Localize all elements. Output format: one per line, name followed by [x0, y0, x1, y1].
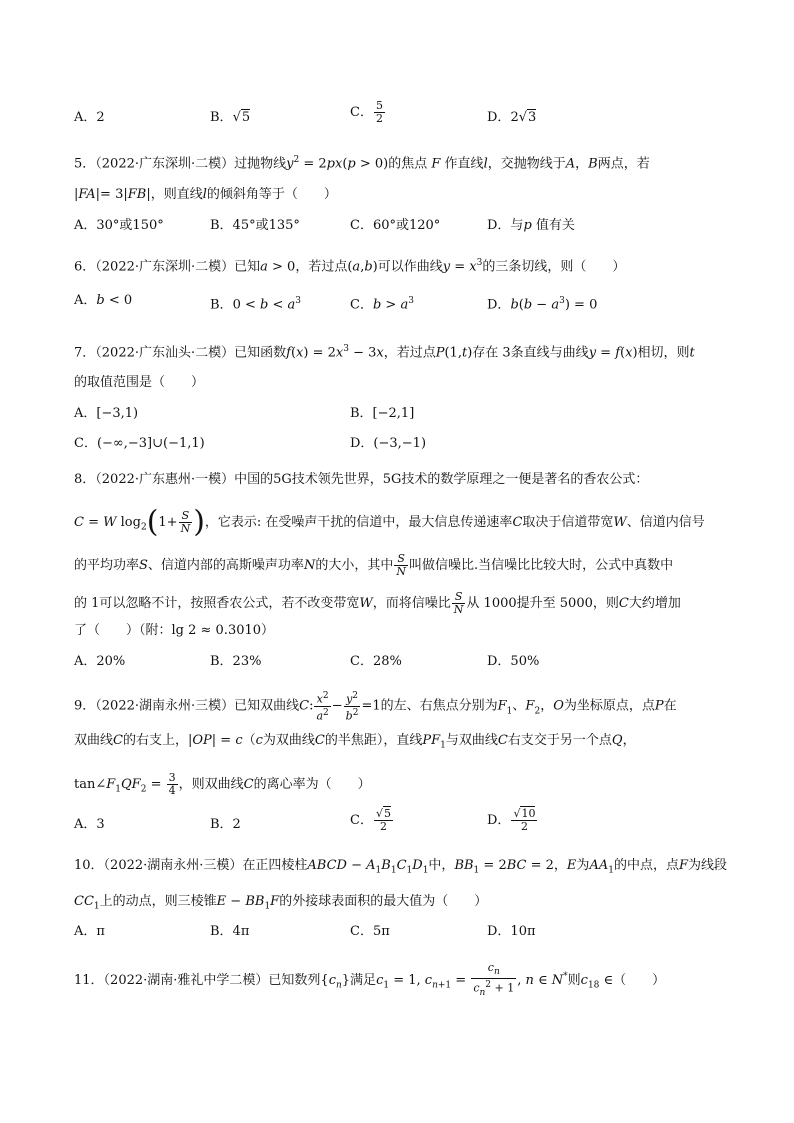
q8-stem-line5: 了（ ）（附：lg 2 ≈ 0.3010） — [74, 623, 275, 638]
q10-head: 10．（2022·湖南永州·三模）在正四棱柱 — [74, 858, 308, 873]
q9-option-d-label: D． — [487, 813, 511, 828]
q10-line2a: 上的动点，则三棱锥 — [99, 894, 217, 909]
q9-option-a: A．3 — [74, 817, 105, 832]
q7-mid: ，若过点 — [383, 345, 436, 361]
q8-stem-line2: C = W $\log_2(1+$ $\frac{S}{N}$ )，它表示: 在受噪声干扰的信道中，最大信息传递速率C取决于信道带宽W、信道内信号 — [74, 504, 705, 540]
q9-line2a: 双曲线 — [74, 733, 114, 748]
q10-option-b: B．4π — [210, 924, 250, 939]
q9-head: 9．（2022·湖南永州·三模）已知双曲线 — [74, 698, 300, 714]
q8-option-c: C．28% — [350, 654, 402, 669]
q9-stem-line1: 9．（2022·湖南永州·三模）已知双曲线C: $\frac{x^2}{a^2}$ − $\frac{y^2}{b^2}$ =1的左、右焦点分别为$F_1$、$F_2$，O为坐标原点，点P在 — [74, 691, 677, 723]
q9-option-b: B．2 — [210, 817, 241, 832]
q5-line2-end2: 的倾斜角等于（ ） — [206, 187, 337, 202]
q8-line3c: 的大小，其中 — [315, 558, 394, 573]
q4-option-c-label: C． — [350, 105, 373, 120]
q10-mid4: 的中点，点 — [613, 858, 679, 873]
q9-line2d: 为双曲线 — [262, 733, 315, 748]
q8-line4b: ，而将信噪比 — [372, 596, 451, 611]
q8-line2-tail2: 取决于信道带宽 — [522, 515, 614, 530]
q10-tail: 为线段 — [688, 858, 728, 873]
q6-option-b-label: B． — [210, 297, 233, 313]
q9-mid: 的左、右焦点分别为 — [380, 698, 498, 714]
q6-option-c: C．$b > a^3$ — [350, 296, 414, 313]
q4-option-d-label: D． — [487, 110, 511, 125]
q10-mid: 中， — [428, 858, 455, 873]
q5-line2-end: ，则直线 — [150, 187, 203, 202]
q10-stem-line2: $CC_1$上的动点，则三棱锥$E - BB_1F$的外接球表面积的最大值为（ ） — [74, 894, 488, 912]
q9-line3a: ，则双曲线 — [178, 777, 244, 792]
q4-option-b: B．√5 — [210, 110, 251, 125]
q9-option-d: D． $\frac{√10}{2}$ — [487, 807, 536, 833]
q10-mid2: ， — [553, 858, 567, 873]
q7-option-c: C．(−∞,−3]∪(−1,1) — [74, 436, 205, 451]
q7-stem-line2: 的取值范围是（ ） — [74, 375, 205, 390]
q6-option-a-label: A． — [74, 293, 97, 308]
q7-head: 7．（2022·广东汕头·二模）已知函数 — [74, 345, 287, 361]
q6-option-d: D．$b(b - a^3) = 0$ — [487, 296, 598, 313]
q10-line2b: 的外接球表面积的最大值为（ ） — [279, 894, 488, 909]
q9-line2h: ， — [622, 733, 636, 748]
q11-mid: 满足 — [350, 973, 377, 989]
q6-option-b: B．$0 < b < a^3$ — [210, 296, 301, 313]
q6-mid: ，若过点 — [295, 259, 348, 275]
q4-option-b-label: B． — [210, 110, 233, 125]
q5-option-d-tail: 值有关 — [535, 218, 575, 233]
q11-head: 11．（2022·湖南·雅礼中学二模）已知数列 — [74, 973, 321, 989]
q8-option-b: B．23% — [210, 654, 262, 669]
q7-tail: 相切，则 — [637, 345, 690, 361]
q8-line4d: 大约增加 — [628, 596, 681, 611]
q9-line3b: 的离心率为（ ） — [253, 777, 371, 792]
q9-line2b: 的右支上， — [122, 733, 188, 748]
q8-stem-line1: 8．（2022·广东惠州·一模）中国的5G技术领先世界，5G技术的数学原理之一便是著名的香农公式： — [74, 472, 649, 487]
q6-option-c-label: C． — [350, 297, 373, 313]
q6-option-d-label: D． — [487, 297, 511, 313]
q4-c-den: 2 — [375, 112, 383, 125]
q6-stem: 6．（2022·广东深圳·二模）已知a > 0，若过点(a,b)可以作曲线$y = x^3$的三条切线，则（ ） — [74, 258, 626, 275]
q7-stem-line1: 7．（2022·广东汕头·二模）已知函数$f(x) = 2x^3 - 3x$，若过点P(1,t)存在 3条直线与曲线y = f(x)相切，则t — [74, 344, 695, 361]
q5-head: 5．（2022·广东深圳·二模）过抛物线 — [74, 156, 287, 172]
q6-option-a: A．b < 0 — [74, 293, 133, 308]
q5-option-b: B．45°或135° — [210, 218, 300, 233]
q9-mid3: 为坐标原点，点 — [563, 698, 655, 714]
q5-tail: 作直线 — [444, 156, 484, 172]
q9-stem-line3: $\tan\angle F_1QF_2$ = $\frac{3}{4}$ ，则双曲线C的离心率为（ ） — [74, 771, 371, 797]
q8-line3a: 的平均功率 — [74, 558, 140, 573]
q5-stem-line2: |FA|= 3|FB|，则直线l的倾斜角等于（ ） — [74, 187, 337, 202]
q8-option-a: A．20% — [74, 654, 126, 669]
q8-line2-tail3: 、信道内信号 — [626, 515, 705, 530]
q6-tail: 的三条切线，则（ ） — [482, 259, 626, 275]
q10-option-a: A．π — [74, 924, 105, 939]
q6-mid2: 可以作曲线 — [377, 259, 443, 275]
q8-line4a: 的 1可以忽略不计，按照香农公式，若不改变带宽 — [74, 596, 360, 611]
q10-option-c: C．5π — [350, 924, 390, 939]
q11-tail: （ ） — [613, 973, 666, 989]
q8-line2-tail: ，它表示: 在受噪声干扰的信道中，最大信息传递速率 — [204, 515, 513, 530]
q9-line2f: 与双曲线 — [445, 733, 498, 748]
q9-option-c: C． $\frac{√5}{2}$ — [350, 807, 391, 833]
q8-line3b: 、信道内部的高斯噪声功率 — [147, 558, 304, 573]
q4-option-c — [350, 100, 386, 125]
q5-option-a: A．30°或150° — [74, 218, 164, 233]
q5-option-d-label: D．与 — [487, 218, 524, 233]
q4-option-d: D．2√3 — [487, 110, 537, 125]
q7-option-a: A．[−3,1) — [74, 406, 139, 421]
q8-line4c: 从 1000提升至 5000，则 — [466, 596, 619, 611]
q10-mid3: 为 — [576, 858, 590, 873]
q7-option-d: D．(−3,−1) — [350, 436, 427, 451]
q7-mid2: 存在 3条直线与曲线 — [472, 345, 589, 361]
q9-line2c: （ — [242, 733, 256, 748]
q10-stem-line1: 10．（2022·湖南永州·三模）在正四棱柱ABCD − $A_1B_1C_1D_1$中，$BB_1 = 2BC = 2$，E为$AA_1$的中点，点F为线段 — [74, 858, 728, 876]
q9-tail: 在 — [663, 698, 677, 714]
q5-option-c: C．60°或120° — [350, 218, 441, 233]
q5-stem-line1: 5．（2022·广东深圳·二模）过抛物线$y^2 = 2px(p > 0)$的焦点 F 作直线l，交抛物线于A，B两点，若 — [74, 155, 650, 172]
q8-line3d: 叫做信噪比.当信噪比比较大时，公式中真数中 — [408, 558, 674, 573]
q4-option-a: A．2 — [74, 110, 105, 125]
q9-stem-line2: 双曲线C的右支上，|OP| = c（c为双曲线C的半焦距），直线$PF_1$与双曲线C右支交于另一个点Q， — [74, 733, 636, 751]
q10-option-d: D．10π — [487, 924, 536, 939]
q9-line2e: 的半焦距），直线 — [324, 733, 423, 748]
q8-stem-line4: 的 1可以忽略不计，按照香农公式，若不改变带宽W，而将信噪比 $\frac{S}{N}$ 从 1000提升至 5000，则C大约增加 — [74, 590, 681, 616]
q11-mid2: 则 — [567, 973, 581, 989]
q8-option-d: D．50% — [487, 654, 540, 669]
q5-mid: 的焦点 — [388, 156, 428, 172]
q5-option-d: D．与p 值有关 — [487, 218, 575, 233]
q9-line2g: 右支交于另一个点 — [507, 733, 612, 748]
q11-stem: 11．（2022·湖南·雅礼中学二模）已知数列$\{c_n\}$满足$c_1 = 1$, $c_{n+1}$ = $\frac{c_n}{c_n^2 + 1}$ , n ∈ N*则$c_{18}$ ∈（ ） — [74, 961, 666, 999]
q4-c-num: 5 — [375, 99, 383, 112]
q7-option-b: B．[−2,1] — [350, 406, 415, 421]
q8-stem-line3: 的平均功率S、信道内部的高斯噪声功率N的大小，其中 $\frac{S}{N}$ 叫做信噪比.当信噪比比较大时，公式中真数中 — [74, 552, 674, 578]
q5-tail3: 两点，若 — [597, 156, 650, 172]
q9-mid2: ， — [540, 698, 554, 714]
q6-head: 6．（2022·广东深圳·二模）已知 — [74, 259, 261, 275]
q9-option-c-label: C． — [350, 813, 373, 828]
q5-tail2: ，交抛物线于 — [487, 156, 566, 172]
